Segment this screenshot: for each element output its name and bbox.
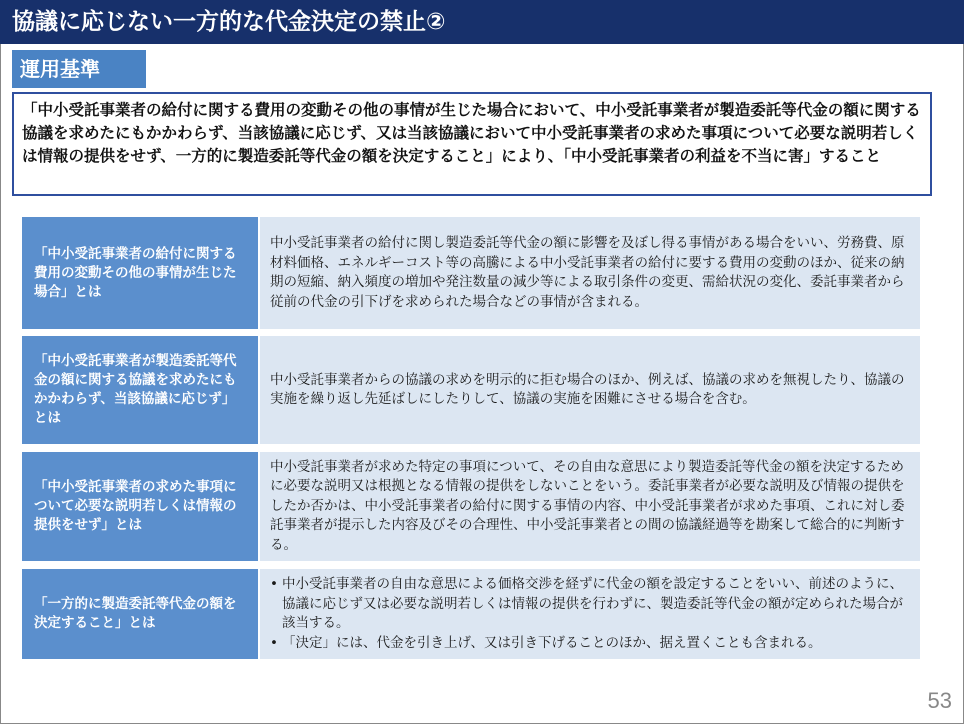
page-number: 53: [927, 688, 952, 713]
definition-row: [22, 569, 920, 659]
row-body: 中小受託事業者が求めた特定の事項について、その自由な意思により製造委託等代金の額を決定するために必要な説明又は根拠となる情報の提供をしないことをいう。委託事業者が必要な説明及び情報の提供をしたか否かは、中小受託事業者の給付に関する事情の内容、中小受託事業者が求めた事項、これに対し委託事業者が提示した内容及びその合理性、中小受託事業者との間の協議経過等を勘案して総合的に判断する。: [260, 452, 920, 561]
row-body: [260, 569, 920, 659]
definition-row: [22, 217, 920, 329]
row-body: 中小受託事業者からの協議の求めを明示的に拒む場合のほか、例えば、協議の求めを無視したり、協議の実施を繰り返し先延ばしにしたりして、協議の実施を困難にさせる場合を含む。: [260, 336, 920, 444]
bullet-item: • 「決定」には、代金を引き上げ、又は引き下げることのほか、据え置くことも含まれる。: [270, 634, 912, 654]
section-tag: 運用基準: [12, 50, 146, 88]
row-label: 「中小受託事業者の給付に関する費用の変動その他の事情が生じた場合」とは: [22, 217, 258, 329]
slide-title: 協議に応じない一方的な代金決定の禁止②: [0, 0, 964, 44]
row-label: 「中小受託事業者の求めた事項について必要な説明若しくは情報の提供をせず」とは: [22, 452, 258, 561]
row-label: 「中小受託事業者が製造委託等代金の額に関する協議を求めたにもかかわらず、当該協議に応じず」とは: [22, 336, 258, 444]
standard-text-box: 「中小受託事業者の給付に関する費用の変動その他の事情が生じた場合において、中小受託事業者が製造委託等代金の額に関する協議を求めたにもかかわらず、当該協議に応じず、又は当該協議において中小受託事業者の求めた事項について必要な説明若しくは情報の提供をせず、一方的に製造委託等代金の額を決定すること」により、「中小受託事業者の利益を不当に害」すること: [12, 92, 932, 196]
bullet-item: • 中小受託事業者の自由な意思による価格交渉を経ずに代金の額を設定することをいい、前述のように、協議に応じず又は必要な説明若しくは情報の提供を行わずに、製造委託等代金の額が定められた場合が該当する。: [270, 575, 912, 634]
bullet-list: [270, 575, 912, 653]
row-body: 中小受託事業者の給付に関し製造委託等代金の額に影響を及ぼし得る事情がある場合をいい、労務費、原材料価格、エネルギーコスト等の高騰による中小受託事業者の給付に要する費用の変動のほか、従来の納期の短縮、納入頻度の増加や発注数量の減少等による取引条件の変更、需給状況の変化、委託事業者から従前の代金の引下げを求められた場合などの事情が含まれる。: [260, 217, 920, 329]
definition-row: [22, 452, 920, 561]
row-label: 「一方的に製造委託等代金の額を決定すること」とは: [22, 569, 258, 659]
definition-row: [22, 336, 920, 444]
